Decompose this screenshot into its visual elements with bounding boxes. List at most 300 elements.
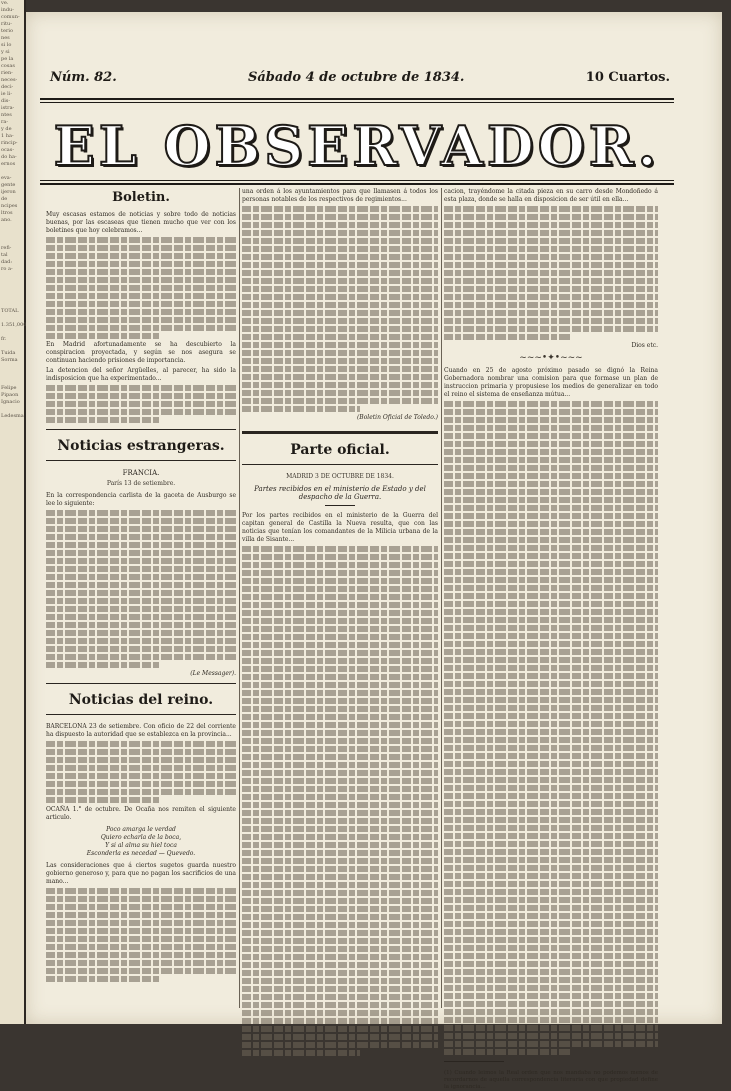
illegible-text-line: [242, 246, 438, 252]
illegible-text-line: [242, 374, 438, 380]
illegible-text-line: [444, 1001, 658, 1007]
illegible-text-line: [46, 333, 160, 339]
illegible-text-line: [444, 254, 658, 260]
strip-fragment: y de: [1, 126, 12, 132]
footnote-rule: [444, 1061, 504, 1062]
illegible-text-line: [444, 761, 658, 767]
strip-fragment: Ledesma: [1, 413, 24, 419]
illegible-text-line: [46, 928, 236, 934]
illegible-text-line: [242, 714, 438, 720]
illegible-text-line: [242, 834, 438, 840]
verse-line: Poco amarga le verdad: [106, 826, 176, 833]
illegible-text-line: [242, 554, 438, 560]
illegible-text-line: [444, 633, 658, 639]
illegible-text-line: [242, 1042, 438, 1048]
illegible-text-line: [444, 689, 658, 695]
illegible-text-line: [46, 797, 160, 803]
strip-fragment: do ha-: [1, 154, 17, 160]
illegible-text-line: [444, 785, 658, 791]
illegible-text-line: [242, 882, 438, 888]
strip-fragment: Felipe: [1, 385, 17, 391]
illegible-text-line: [46, 269, 236, 275]
illegible-text-line: [444, 793, 658, 799]
illegible-text-line: [242, 778, 438, 784]
illegible-text-line: [46, 944, 236, 950]
illegible-text-line: [444, 905, 658, 911]
divider: [242, 431, 438, 434]
illegible-text-line: [242, 262, 438, 268]
illegible-text-line: [444, 585, 658, 591]
illegible-text-line: [444, 769, 658, 775]
madrid-dateline: MADRID 3 DE OCTUBRE DE 1834.: [286, 473, 394, 480]
illegible-text-line: [46, 558, 236, 564]
illegible-text-line: [444, 937, 658, 943]
illegible-text-line: [46, 976, 160, 982]
strip-fragment: deci-: [1, 84, 14, 90]
oficial-text: Por los partes recibidos en el ministerio de la Guerra del capitan general de Castilla la Nueva resulta, que con las noticias que tenían los comandantes de la Milicia urbana de la villa de Sisante...: [242, 512, 438, 1056]
illegible-text-line: [444, 857, 658, 863]
illegible-text-line: [444, 993, 658, 999]
illegible-text-line: [46, 781, 236, 787]
illegible-text-line: [46, 261, 236, 267]
illegible-text-line: [46, 277, 236, 283]
illegible-text-line: [242, 618, 438, 624]
col2-top-text: una orden á los ayuntamientos para que llamasen á todos los personas notables de los respectivos de regimientos...: [242, 188, 438, 412]
illegible-text-line: [444, 641, 658, 647]
short-rule: [325, 505, 355, 506]
illegible-text-line: [46, 662, 160, 668]
strip-fragment: nes: [1, 35, 10, 41]
illegible-text-line: [46, 385, 236, 391]
illegible-text-line: [46, 896, 236, 902]
strip-fragment: rincip-: [1, 140, 18, 146]
boletin-paragraph-3: La detencion del señor Argüelles, al parecer, ha sido la indisposicion que ha experimentado...: [46, 367, 236, 423]
illegible-text-line: [242, 858, 438, 864]
illegible-text-line: [242, 994, 438, 1000]
adjacent-page-strip: [0, 0, 26, 1024]
col3-signoff: Dios etc.: [631, 342, 658, 349]
illegible-text-line: [242, 562, 438, 568]
illegible-text-line: [444, 737, 658, 743]
illegible-text-line: [444, 473, 658, 479]
illegible-text-line: [46, 417, 160, 423]
illegible-text-line: [242, 634, 438, 640]
illegible-text-line: [444, 897, 658, 903]
illegible-text-line: [242, 594, 438, 600]
strip-fragment: [0, 238, 24, 245]
illegible-text-line: [46, 654, 236, 660]
illegible-text-line: [242, 570, 438, 576]
illegible-text-line: [46, 920, 236, 926]
illegible-text-line: [242, 906, 438, 912]
strip-fragment: [0, 168, 24, 175]
verse-block: [46, 826, 236, 858]
illegible-text-line: [46, 401, 236, 407]
strip-fragment: [0, 280, 24, 287]
divider: [242, 464, 438, 465]
illegible-text-line: [242, 390, 438, 396]
illegible-text-line: [46, 936, 236, 942]
strip-fragment: Pipaon: [1, 392, 19, 398]
ornament-divider: ~~~•✦•~~~: [519, 353, 583, 363]
illegible-text-line: [242, 922, 438, 928]
newspaper-page: [26, 12, 722, 1090]
illegible-text-line: [242, 366, 438, 372]
strip-fragment: 1 ha-: [1, 133, 14, 139]
illegible-text-line: [242, 762, 438, 768]
strip-fragment: [0, 301, 24, 308]
illegible-text-line: [242, 850, 438, 856]
illegible-text-line: [242, 254, 438, 260]
illegible-text-line: [444, 433, 658, 439]
strip-fragment: comun-: [1, 14, 20, 20]
illegible-text-line: [444, 262, 658, 268]
illegible-text-line: [444, 1025, 658, 1031]
issue-number: Núm. 82.: [50, 70, 117, 85]
illegible-text-line: [444, 745, 658, 751]
illegible-text-line: [444, 302, 658, 308]
strip-fragment: Tuida: [1, 350, 16, 356]
illegible-text-line: [242, 642, 438, 648]
illegible-text-line: [444, 270, 658, 276]
illegible-text-line: [46, 968, 236, 974]
column-separator: [441, 188, 442, 1008]
illegible-text-line: [242, 802, 438, 808]
illegible-text-line: [46, 888, 236, 894]
illegible-text-line: [444, 945, 658, 951]
strip-fragment: ra-: [1, 119, 9, 125]
illegible-text-line: [242, 818, 438, 824]
illegible-text-line: [242, 278, 438, 284]
illegible-text-line: [444, 286, 658, 292]
rule-below-masthead: [40, 180, 674, 181]
illegible-text-line: [242, 358, 438, 364]
illegible-text-line: [242, 914, 438, 920]
strip-fragment: y si: [1, 49, 10, 55]
strip-fragment: ocas-: [1, 147, 15, 153]
illegible-text-line: [242, 826, 438, 832]
strip-fragment: gente: [1, 182, 16, 188]
illegible-text-line: [444, 721, 658, 727]
illegible-text-line: [444, 334, 572, 340]
illegible-text-line: [444, 310, 658, 316]
illegible-text-line: [444, 841, 658, 847]
issue-bar: [40, 70, 670, 88]
illegible-text-line: [444, 697, 658, 703]
illegible-text-line: [444, 801, 658, 807]
illegible-text-line: [444, 1033, 658, 1039]
illegible-text-line: [444, 593, 658, 599]
illegible-text-line: [444, 545, 658, 551]
illegible-text-line: [46, 285, 236, 291]
illegible-text-line: [242, 206, 438, 212]
illegible-text-line: [242, 1018, 438, 1024]
strip-fragment: ncipes: [1, 203, 18, 209]
illegible-text-line: [444, 521, 658, 527]
illegible-text-line: [46, 542, 236, 548]
illegible-text-line: [46, 574, 236, 580]
strip-fragment: [0, 329, 24, 336]
illegible-text-line: [444, 713, 658, 719]
strip-fragment: tal: [1, 252, 8, 258]
strip-fragment: Sorma: [1, 357, 18, 363]
madrid-lede: Partes recibidos en el ministerio de Estado y del despacho de la Guerra.: [254, 485, 426, 501]
illegible-text-line: [444, 497, 658, 503]
illegible-text-line: [242, 334, 438, 340]
illegible-text-line: [444, 953, 658, 959]
illegible-text-line: [242, 722, 438, 728]
illegible-text-line: [444, 705, 658, 711]
illegible-text-line: [444, 278, 658, 284]
illegible-text-line: [242, 294, 438, 300]
illegible-text-line: [444, 609, 658, 615]
illegible-text-line: [444, 977, 658, 983]
estrangeras-credit: (Le Messager).: [190, 670, 236, 677]
illegible-text-line: [444, 513, 658, 519]
illegible-text-line: [242, 318, 438, 324]
illegible-text-line: [46, 757, 236, 763]
illegible-text-line: [46, 606, 236, 612]
strip-fragment: fr.: [1, 336, 7, 342]
illegible-text-line: [444, 849, 658, 855]
verse-line: Y si al alma su hiel toca: [105, 842, 177, 849]
illegible-text-line: [46, 526, 236, 532]
illegible-text-line: [242, 730, 438, 736]
col3-footnote: (1) Cuando leimos la Real orden que nos mandaba no podemos menos de recordarnos de aquella correspondencia literaria con que propiedad define la ignorancia...: [444, 1070, 658, 1090]
illegible-text-line: [444, 657, 658, 663]
illegible-text-line: [242, 954, 438, 960]
illegible-text-line: [46, 614, 236, 620]
boletin-paragraph-2: En Madrid afortunadamente se ha descubierto la conspiracion proyectada, y según se nos asegura se continuan haciendo prisiones de importancia.: [46, 341, 236, 364]
estrangeras-text: En la correspondencia carlista de la gaceta de Ausburgo se lee lo siguiente:: [46, 492, 236, 668]
illegible-text-line: [444, 881, 658, 887]
illegible-text-line: [444, 961, 658, 967]
strip-fragment: de: [1, 196, 8, 202]
strip-fragment: 1.351,000: [1, 322, 27, 328]
illegible-text-line: [444, 561, 658, 567]
strip-fragment: ijeron: [1, 189, 16, 195]
issue-price: 10 Cuartos.: [585, 70, 670, 85]
illegible-text-line: [242, 382, 438, 388]
illegible-text-line: [46, 789, 236, 795]
illegible-text-line: [444, 481, 658, 487]
illegible-text-line: [444, 913, 658, 919]
illegible-text-line: [444, 825, 658, 831]
illegible-text-line: [242, 626, 438, 632]
illegible-text-line: [242, 342, 438, 348]
verse-line: Esconderla es necedad — Quevedo.: [86, 850, 196, 857]
illegible-text-line: [242, 238, 438, 244]
strip-fragment: ano.: [1, 217, 12, 223]
illegible-text-line: [242, 986, 438, 992]
strip-fragment: istra-: [1, 105, 15, 111]
strip-fragment: [0, 224, 24, 231]
strip-fragment: terio: [1, 28, 13, 34]
verse-line: Quiero echarla de la boca,: [100, 834, 182, 841]
strip-fragment: refi-: [1, 245, 12, 251]
illegible-text-line: [46, 630, 236, 636]
strip-fragment: [0, 287, 24, 294]
illegible-text-line: [46, 309, 236, 315]
illegible-text-line: [46, 550, 236, 556]
illegible-text-line: [242, 962, 438, 968]
illegible-text-line: [444, 1017, 658, 1023]
column-left: [46, 188, 236, 1018]
illegible-text-line: [444, 929, 658, 935]
illegible-text-line: [444, 1041, 658, 1047]
illegible-text-line: [242, 1050, 360, 1056]
reino-title: Noticias del reino.: [68, 692, 214, 708]
illegible-text-line: [46, 912, 236, 918]
strip-fragment: [0, 315, 24, 322]
illegible-text-line: [46, 952, 236, 958]
illegible-text-line: [444, 865, 658, 871]
strip-fragment: ltros: [1, 210, 13, 216]
strip-fragment: dad:: [1, 259, 13, 265]
illegible-text-line: [444, 817, 658, 823]
illegible-text-line: [242, 602, 438, 608]
illegible-text-line: [444, 465, 658, 471]
illegible-text-line: [242, 586, 438, 592]
illegible-text-line: [242, 666, 438, 672]
illegible-text-line: [46, 638, 236, 644]
illegible-text-line: [242, 770, 438, 776]
illegible-text-line: [444, 889, 658, 895]
illegible-text-line: [242, 874, 438, 880]
illegible-text-line: [444, 809, 658, 815]
illegible-text-line: [242, 214, 438, 220]
illegible-text-line: [46, 409, 236, 415]
illegible-text-line: [242, 270, 438, 276]
illegible-text-line: [46, 765, 236, 771]
illegible-text-line: [444, 417, 658, 423]
illegible-text-line: [444, 873, 658, 879]
reino-paragraph-2: OCAÑA 1.° de octubre. De Ocaña nos remiten el siguiente articulo.: [46, 806, 236, 821]
illegible-text-line: [46, 510, 236, 516]
illegible-text-line: [242, 610, 438, 616]
illegible-text-line: [46, 393, 236, 399]
illegible-text-line: [242, 810, 438, 816]
illegible-text-line: [242, 546, 438, 552]
illegible-text-line: [444, 617, 658, 623]
illegible-text-line: [242, 738, 438, 744]
strip-fragment: [0, 364, 24, 371]
illegible-text-line: [444, 553, 658, 559]
illegible-text-line: [242, 690, 438, 696]
illegible-text-line: [444, 401, 658, 407]
boletin-paragraph-1: Muy escasas estamos de noticias y sobre todo de noticias buenas, por las escaseas que tienen mucho que ver con los boletines que hoy celebramos...: [46, 211, 236, 339]
masthead-title: EL OBSERVADOR.: [53, 114, 661, 178]
illegible-text-line: [46, 749, 236, 755]
illegible-text-line: [444, 489, 658, 495]
illegible-text-line: [444, 625, 658, 631]
paris-dateline: París 13 de setiembre.: [106, 480, 176, 487]
illegible-text-line: [444, 206, 658, 212]
illegible-text-line: [242, 682, 438, 688]
illegible-text-line: [46, 622, 236, 628]
illegible-text-line: [242, 898, 438, 904]
illegible-text-line: [242, 698, 438, 704]
strip-fragment: [0, 378, 24, 385]
col3-top-text: cacion, trayéndome la citada pieza en su carro desde Mondoñedo á esta plaza, donde se halla en disposicion de ser útil en ella...: [444, 188, 658, 340]
illegible-text-line: [46, 773, 236, 779]
illegible-text-line: [444, 294, 658, 300]
illegible-text-line: [46, 741, 236, 747]
illegible-text-line: [46, 325, 236, 331]
illegible-text-line: [46, 590, 236, 596]
illegible-text-line: [444, 729, 658, 735]
francia-heading: FRANCIA.: [122, 469, 160, 477]
strip-fragment: ie li-: [1, 91, 13, 97]
illegible-text-line: [242, 794, 438, 800]
illegible-text-line: [242, 398, 438, 404]
illegible-text-line: [444, 777, 658, 783]
illegible-text-line: [242, 754, 438, 760]
illegible-text-line: [242, 706, 438, 712]
illegible-text-line: [242, 222, 438, 228]
illegible-text-line: [46, 518, 236, 524]
illegible-text-line: [444, 985, 658, 991]
illegible-text-line: [242, 350, 438, 356]
illegible-text-line: [242, 938, 438, 944]
illegible-text-line: [444, 753, 658, 759]
strip-fragment: eva-: [1, 175, 12, 181]
strip-fragment: cosas: [1, 63, 15, 69]
illegible-text-line: [46, 245, 236, 251]
illegible-text-line: [46, 582, 236, 588]
illegible-text-line: [242, 674, 438, 680]
divider: [46, 460, 236, 461]
illegible-text-line: [242, 978, 438, 984]
illegible-text-line: [444, 569, 658, 575]
illegible-text-line: [46, 646, 236, 652]
illegible-text-line: [242, 658, 438, 664]
strip-fragment: [0, 371, 24, 378]
strip-fragment: neces-: [1, 77, 18, 83]
strip-fragment: ernos: [1, 161, 16, 167]
illegible-text-line: [242, 890, 438, 896]
illegible-text-line: [444, 969, 658, 975]
illegible-text-line: [242, 842, 438, 848]
reino-paragraph-3: Las consideraciones que á ciertos sugetos guarda nuestro gobierno generoso y, para que no pagan los sacrificios de una mano...: [46, 862, 236, 982]
illegible-text-line: [444, 425, 658, 431]
col3-main-text: Cuando en 25 de agosto próximo pasado se dignó la Reina Gobernadora nombrar una comision para que formase un plan de instruccion primaria y propusiese los medios de generalizar en todo el reino el sistema de enseñanza mútua...: [444, 367, 658, 1055]
strip-fragment: [0, 406, 24, 413]
illegible-text-line: [242, 406, 360, 412]
illegible-text-line: [444, 529, 658, 535]
illegible-text-line: [46, 293, 236, 299]
illegible-text-line: [242, 786, 438, 792]
illegible-text-line: [46, 237, 236, 243]
col2-top-credit: (Boletin Oficial de Toledo.): [356, 414, 438, 421]
strip-fragment: si lo: [1, 42, 12, 48]
illegible-text-line: [46, 904, 236, 910]
strip-fragment: [0, 294, 24, 301]
illegible-text-line: [444, 673, 658, 679]
illegible-text-line: [242, 1002, 438, 1008]
illegible-text-line: [444, 601, 658, 607]
column-separator: [239, 188, 240, 1008]
strip-fragment: ve.: [1, 0, 9, 6]
oficial-title: Parte oficial.: [290, 442, 390, 458]
boletin-title: Boletin.: [112, 190, 170, 205]
column-middle: [242, 188, 438, 1018]
illegible-text-line: [444, 1049, 572, 1055]
strip-fragment: ro a-: [1, 266, 13, 272]
illegible-text-line: [444, 238, 658, 244]
illegible-text-line: [444, 441, 658, 447]
illegible-text-line: [444, 409, 658, 415]
